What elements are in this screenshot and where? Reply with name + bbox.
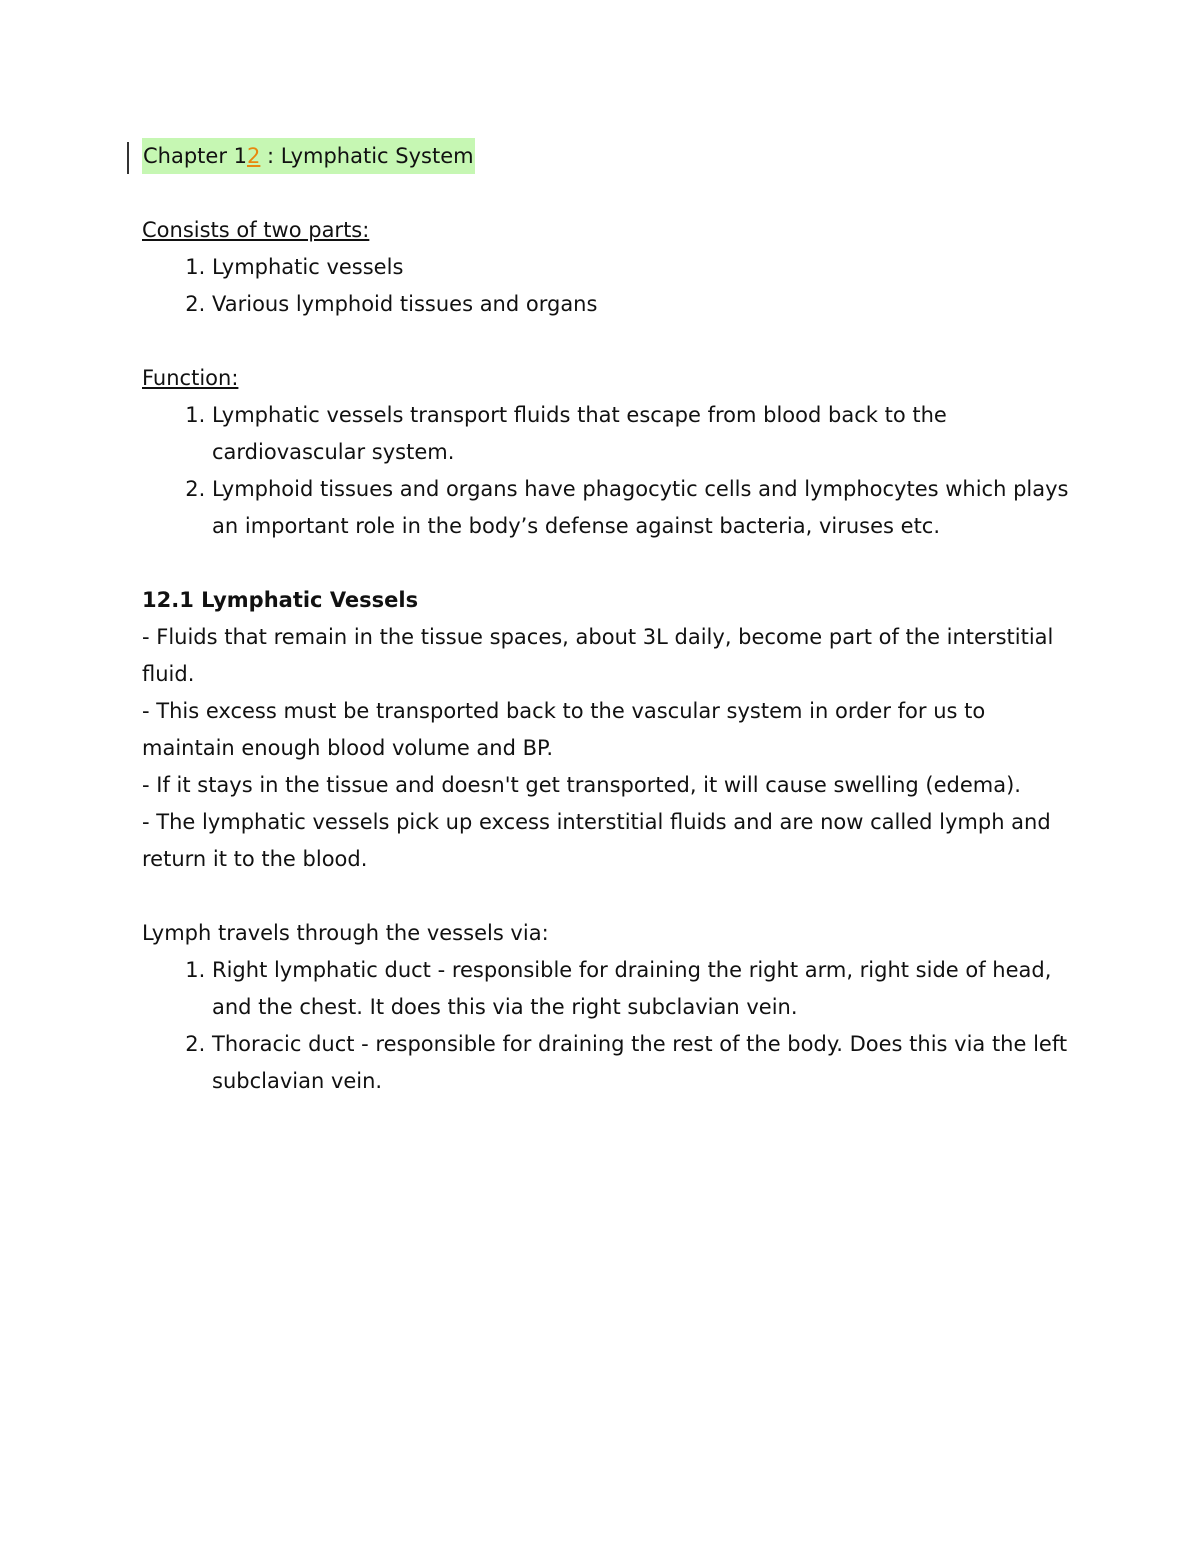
chapter-title: [142, 138, 1072, 175]
list-item: 1. Lymphatic vessels transport fluids that escape from blood back to the cardiovascular system.: [212, 397, 1072, 471]
section-bullet: - The lymphatic vessels pick up excess interstitial fluids and are now called lymph and return it to the blood.: [142, 810, 1051, 871]
title-highlight: [142, 138, 475, 174]
section-bullet: - This excess must be transported back to the vascular system in order for us to maintain enough blood volume and BP.: [142, 699, 986, 760]
document-page: [142, 138, 1072, 1100]
section-number: 12.1: [142, 588, 194, 612]
title-suffix: : Lymphatic System: [260, 144, 474, 168]
change-bar: [127, 142, 129, 174]
parts-list: [142, 249, 1072, 323]
list-item: 2. Thoracic duct - responsible for draining the rest of the body. Does this via the left subclavian vein.: [212, 1026, 1072, 1100]
function-heading: Function:: [142, 366, 239, 390]
title-tracked-change: 2: [247, 144, 261, 168]
parts-heading: Consists of two parts:: [142, 218, 370, 242]
list-item: 1. Lymphatic vessels: [212, 249, 1072, 286]
section-bullet: - If it stays in the tissue and doesn't get transported, it will cause swelling (edema).: [142, 773, 1021, 797]
section-bullet: - Fluids that remain in the tissue spaces, about 3L daily, become part of the interstitial fluid.: [142, 625, 1054, 686]
title-prefix: Chapter 1: [143, 144, 247, 168]
section-heading: [142, 582, 1072, 619]
list-item: 2. Lymphoid tissues and organs have phagocytic cells and lymphocytes which plays an important role in the body’s defense against bacteria, viruses etc.: [212, 471, 1072, 545]
list-item: 2. Various lymphoid tissues and organs: [212, 286, 1072, 323]
travel-list: [142, 952, 1072, 1100]
function-list: [142, 397, 1072, 545]
travel-heading: Lymph travels through the vessels via:: [142, 921, 549, 945]
section-name: Lymphatic Vessels: [193, 588, 419, 612]
list-item: 1. Right lymphatic duct - responsible for draining the right arm, right side of head, and the chest. It does this via the right subclavian vein.: [212, 952, 1072, 1026]
